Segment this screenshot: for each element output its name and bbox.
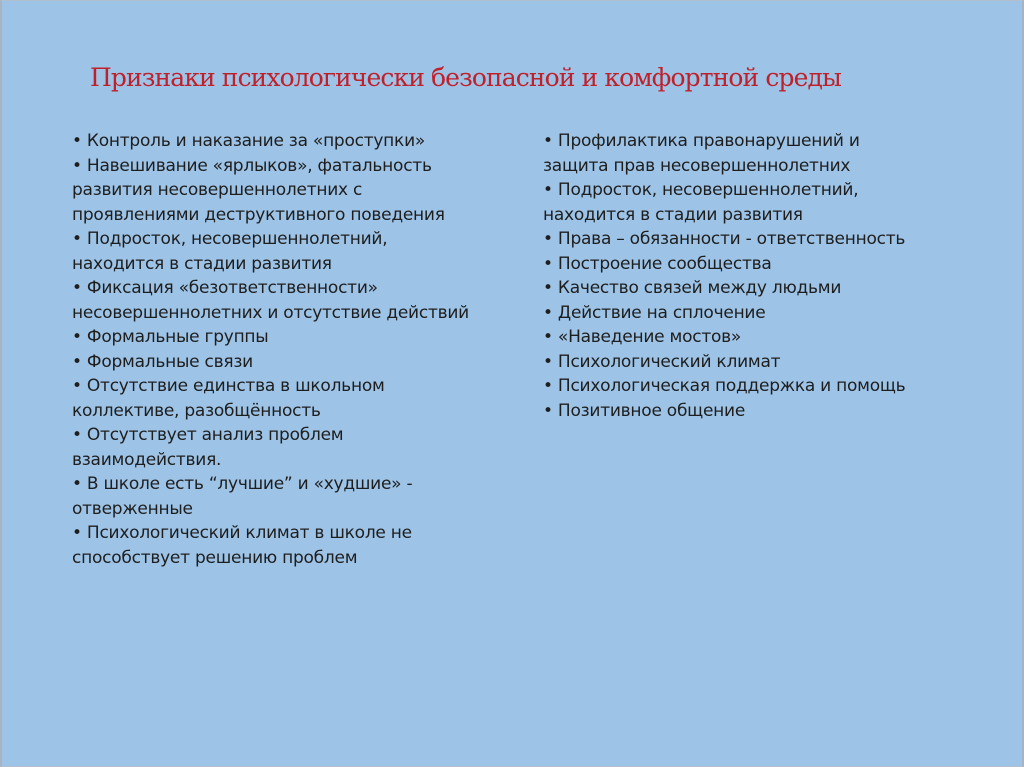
left-list-line: коллективе, разобщённость — [72, 400, 321, 421]
left-list-line: развития несовершеннолетних с — [72, 180, 363, 200]
left-list-line: находится в стадии развития — [72, 253, 332, 274]
right-list-line: • Права – обязанности - ответственность — [543, 229, 906, 249]
left-list-line: • Формальные связи — [72, 351, 253, 372]
left-list-line: • Формальные группы — [72, 327, 269, 347]
left-list-line: • Контроль и наказание за «проступки» — [72, 131, 426, 151]
right-list-line: • Подросток, несовершеннолетний, — [543, 180, 859, 200]
right-list-line: • «Наведение мостов» — [543, 327, 742, 347]
slide-title: Признаки психологически безопасной и комфортной среды — [90, 63, 841, 92]
left-list-line: • Отсутствует анализ проблем — [72, 425, 344, 445]
left-list-line: • Фиксация «безответственности» — [72, 278, 378, 298]
left-list-line: • Подросток, несовершеннолетний, — [72, 229, 388, 249]
left-list-line: • Отсутствие единства в школьном — [72, 376, 385, 396]
right-list-line: • Качество связей между людьми — [543, 278, 842, 298]
right-list-line: находится в стадии развития — [543, 204, 803, 225]
left-column-list — [72, 129, 512, 570]
left-list-line: несовершеннолетних и отсутствие действий — [72, 302, 469, 323]
right-list-line: • Психологическая поддержка и помощь — [543, 376, 906, 396]
right-list-line: • Действие на сплочение — [543, 302, 766, 323]
left-list-line: • Психологический климат в школе не — [72, 523, 412, 543]
right-list-line: • Профилактика правонарушений и — [543, 131, 860, 151]
left-list-line: отверженные — [72, 498, 193, 519]
left-list-line: • Навешивание «ярлыков», фатальность — [72, 155, 432, 176]
left-list-line: проявлениями деструктивного поведения — [72, 204, 445, 225]
right-list-line: • Позитивное общение — [543, 400, 746, 421]
right-list-line: защита прав несовершеннолетних — [543, 155, 851, 176]
right-list-line: • Психологический климат — [543, 351, 781, 372]
right-list-line: • Построение сообщества — [543, 253, 772, 274]
left-list-line: • В школе есть “лучшие” и «худшие» - — [72, 474, 413, 494]
left-list-line: взаимодействия. — [72, 449, 222, 470]
right-column-list — [543, 129, 983, 423]
left-list-line: способствует решению проблем — [72, 547, 358, 568]
